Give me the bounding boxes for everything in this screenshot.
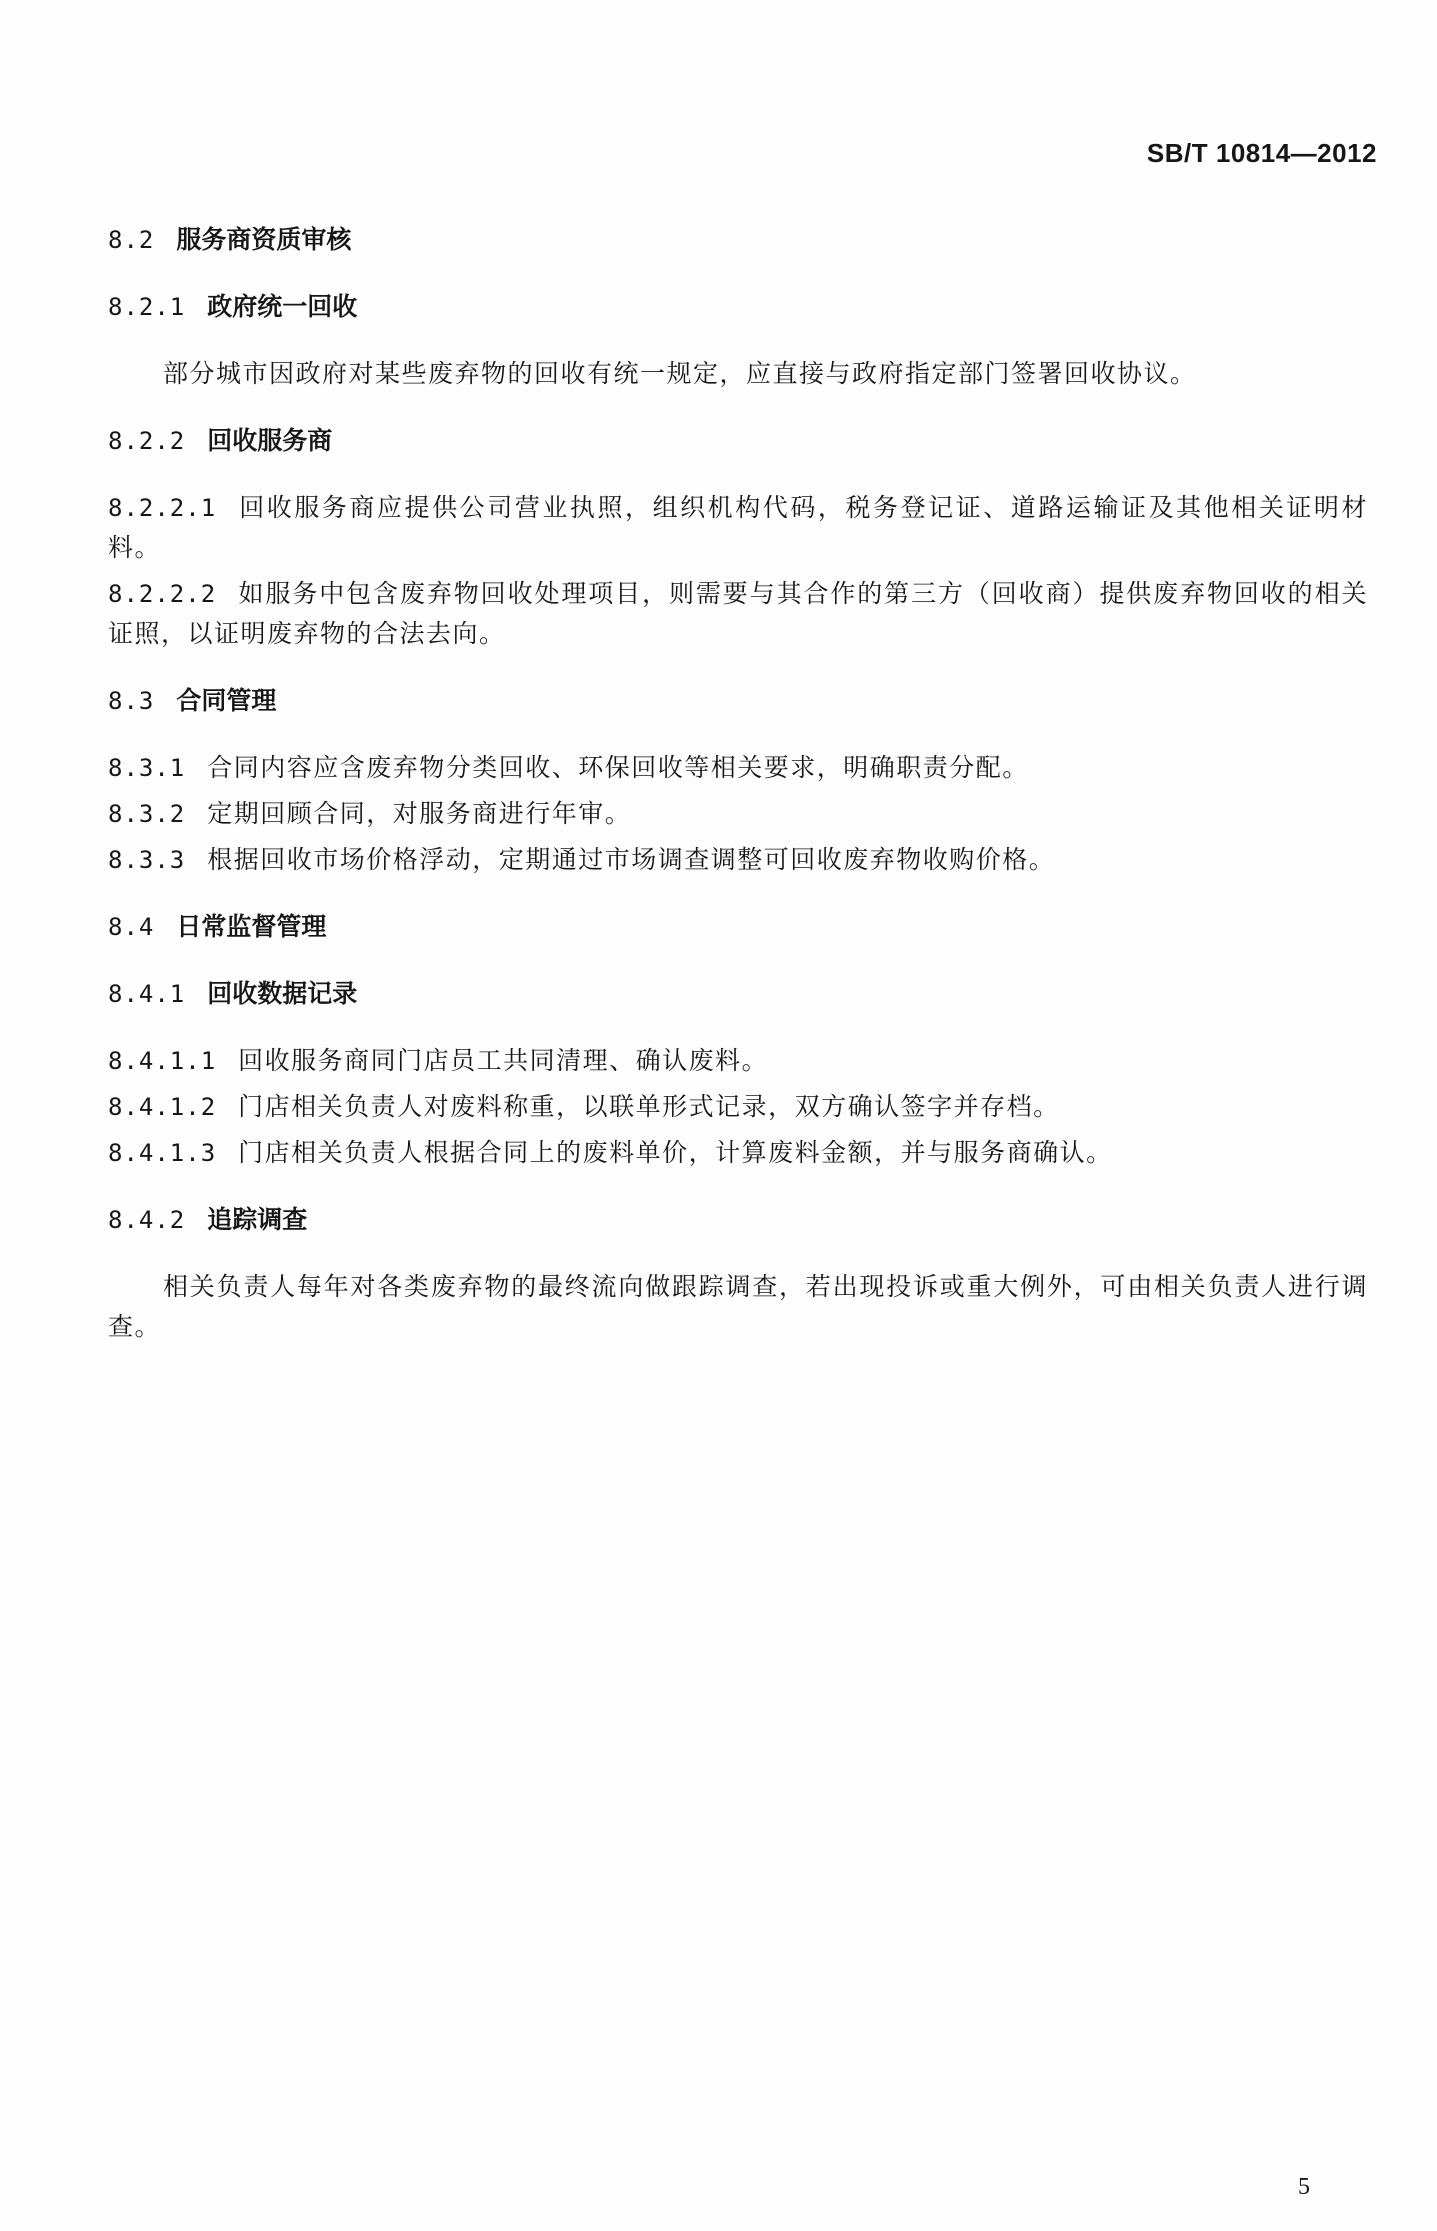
section-title: 政府统一回收 <box>207 292 358 321</box>
clause-text: 合同内容应含废弃物分类回收、环保回收等相关要求，明确职责分配。 <box>207 753 1029 782</box>
heading-8-4 <box>108 907 1368 947</box>
clause-8-4-1-1 <box>108 1041 1368 1081</box>
clause-8-4-1-3 <box>108 1133 1368 1173</box>
clause-8-2-2-2 <box>108 574 1368 654</box>
section-title: 服务商资质审核 <box>176 225 352 254</box>
section-number: 8.4.1 <box>108 980 186 1008</box>
page-number: 5 <box>1298 2174 1310 2200</box>
clause-text: 门店相关负责人根据合同上的废料单价，计算废料金额，并与服务商确认。 <box>238 1138 1113 1167</box>
standard-code: SB/T 10814—2012 <box>1146 138 1377 168</box>
section-title: 追踪调查 <box>207 1205 308 1234</box>
clause-8-3-3 <box>108 840 1368 880</box>
clause-text: 如服务中包含废弃物回收处理项目，则需要与其合作的第三方（回收商）提供废弃物回收的相关证照，以证明废弃物的合法去向。 <box>108 579 1368 648</box>
clause-text: 根据回收市场价格浮动，定期通过市场调查调整可回收废弃物收购价格。 <box>207 845 1056 874</box>
clause-number: 8.2.2.1 <box>108 494 217 522</box>
clause-8-3-1 <box>108 748 1368 788</box>
clause-text: 回收服务商同门店员工共同清理、确认废料。 <box>238 1046 769 1075</box>
heading-8-2-1 <box>108 287 1368 327</box>
section-title: 回收服务商 <box>207 426 333 455</box>
clause-8-4-1-2 <box>108 1087 1368 1127</box>
paragraph-8-2-1: 部分城市因政府对某些废弃物的回收有统一规定，应直接与政府指定部门签署回收协议。 <box>163 359 1197 388</box>
section-number: 8.2.2 <box>108 427 186 455</box>
paragraph-8-4-2: 相关负责人每年对各类废弃物的最终流向做跟踪调查，若出现投诉或重大例外，可由相关负责人进行调查。 <box>108 1272 1368 1341</box>
clause-number: 8.3.2 <box>108 800 186 828</box>
clause-text: 定期回顾合同，对服务商进行年审。 <box>207 799 632 828</box>
section-number: 8.3 <box>108 687 155 715</box>
clause-number: 8.4.1.3 <box>108 1139 217 1167</box>
section-number: 8.2 <box>108 226 155 254</box>
clause-8-2-2-1 <box>108 488 1368 568</box>
clause-number: 8.3.3 <box>108 846 186 874</box>
clause-number: 8.4.1.1 <box>108 1047 217 1075</box>
heading-8-2 <box>108 220 1368 260</box>
clause-number: 8.4.1.2 <box>108 1093 217 1121</box>
section-title: 回收数据记录 <box>207 979 358 1008</box>
document-body <box>108 220 1368 1347</box>
heading-8-4-1 <box>108 974 1368 1014</box>
section-title: 合同管理 <box>176 686 277 715</box>
heading-8-4-2 <box>108 1200 1368 1240</box>
heading-8-2-2 <box>108 421 1368 461</box>
section-number: 8.4 <box>108 913 155 941</box>
heading-8-3 <box>108 681 1368 721</box>
section-number: 8.4.2 <box>108 1206 186 1234</box>
section-number: 8.2.1 <box>108 293 186 321</box>
clause-text: 门店相关负责人对废料称重，以联单形式记录，双方确认签字并存档。 <box>238 1092 1060 1121</box>
clause-text: 回收服务商应提供公司营业执照，组织机构代码，税务登记证、道路运输证及其他相关证明材料。 <box>108 493 1368 562</box>
clause-8-3-2 <box>108 794 1368 834</box>
section-title: 日常监督管理 <box>176 912 327 941</box>
clause-number: 8.2.2.2 <box>108 580 217 608</box>
clause-number: 8.3.1 <box>108 754 186 782</box>
